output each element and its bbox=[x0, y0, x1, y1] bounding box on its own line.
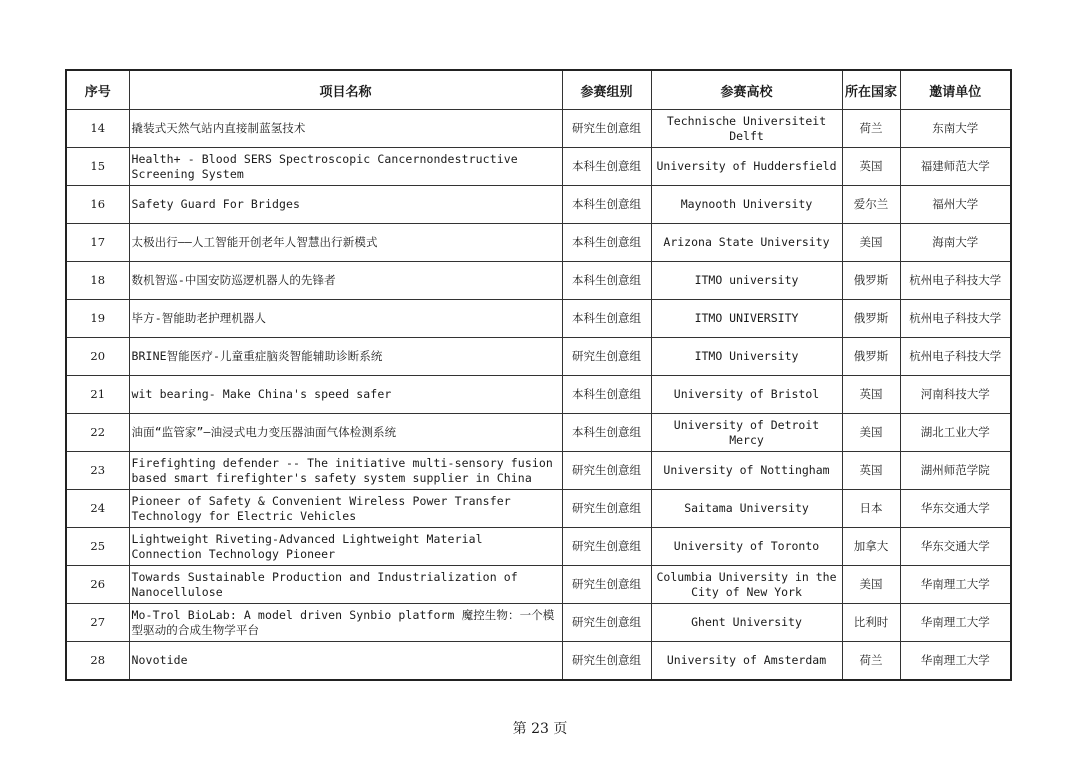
cell-inviter: 杭州电子科技大学 bbox=[900, 300, 1011, 338]
cell-country: 美国 bbox=[842, 224, 900, 262]
cell-project: Safety Guard For Bridges bbox=[129, 186, 562, 224]
table-row bbox=[66, 262, 1011, 300]
cell-inviter: 杭州电子科技大学 bbox=[900, 338, 1011, 376]
table-header-row bbox=[66, 70, 1011, 110]
page-number: 第 23 页 bbox=[512, 721, 568, 737]
cell-project: Towards Sustainable Production and Industrialization of Nanocellulose bbox=[129, 566, 562, 604]
cell-inviter: 福建师范大学 bbox=[900, 148, 1011, 186]
cell-country: 比利时 bbox=[842, 604, 900, 642]
cell-university: Maynooth University bbox=[651, 186, 842, 224]
cell-num: 21 bbox=[66, 376, 129, 414]
cell-university: ITMO UNIVERSITY bbox=[651, 300, 842, 338]
cell-num: 27 bbox=[66, 604, 129, 642]
cell-country: 英国 bbox=[842, 452, 900, 490]
cell-project: wit bearing- Make China's speed safer bbox=[129, 376, 562, 414]
cell-num: 24 bbox=[66, 490, 129, 528]
cell-inviter: 华东交通大学 bbox=[900, 528, 1011, 566]
cell-group: 本科生创意组 bbox=[562, 148, 651, 186]
cell-country: 俄罗斯 bbox=[842, 262, 900, 300]
cell-project: 毕方-智能助老护理机器人 bbox=[129, 300, 562, 338]
cell-country: 英国 bbox=[842, 148, 900, 186]
cell-group: 研究生创意组 bbox=[562, 604, 651, 642]
cell-inviter: 湖北工业大学 bbox=[900, 414, 1011, 452]
cell-country: 加拿大 bbox=[842, 528, 900, 566]
header-group: 参赛组别 bbox=[562, 70, 651, 110]
cell-num: 19 bbox=[66, 300, 129, 338]
cell-project: 油面“监管家”—油浸式电力变压器油面气体检测系统 bbox=[129, 414, 562, 452]
cell-group: 本科生创意组 bbox=[562, 186, 651, 224]
cell-num: 25 bbox=[66, 528, 129, 566]
cell-inviter: 海南大学 bbox=[900, 224, 1011, 262]
table-row bbox=[66, 186, 1011, 224]
cell-group: 研究生创意组 bbox=[562, 566, 651, 604]
cell-country: 英国 bbox=[842, 376, 900, 414]
cell-inviter: 华南理工大学 bbox=[900, 642, 1011, 681]
cell-inviter: 华东交通大学 bbox=[900, 490, 1011, 528]
cell-university: Saitama University bbox=[651, 490, 842, 528]
cell-project: BRINE智能医疗-儿童重症脑炎智能辅助诊断系统 bbox=[129, 338, 562, 376]
cell-university: University of Amsterdam bbox=[651, 642, 842, 681]
header-inviter: 邀请单位 bbox=[900, 70, 1011, 110]
cell-university: University of Bristol bbox=[651, 376, 842, 414]
cell-university: Columbia University in the City of New York bbox=[651, 566, 842, 604]
cell-num: 17 bbox=[66, 224, 129, 262]
cell-num: 20 bbox=[66, 338, 129, 376]
cell-university: University of Huddersfield bbox=[651, 148, 842, 186]
table-row bbox=[66, 376, 1011, 414]
cell-group: 研究生创意组 bbox=[562, 452, 651, 490]
cell-university: University of Nottingham bbox=[651, 452, 842, 490]
cell-country: 荷兰 bbox=[842, 110, 900, 148]
cell-country: 爱尔兰 bbox=[842, 186, 900, 224]
table-row bbox=[66, 224, 1011, 262]
cell-group: 本科生创意组 bbox=[562, 414, 651, 452]
cell-num: 14 bbox=[66, 110, 129, 148]
cell-num: 16 bbox=[66, 186, 129, 224]
cell-num: 15 bbox=[66, 148, 129, 186]
cell-group: 研究生创意组 bbox=[562, 528, 651, 566]
table-row bbox=[66, 642, 1011, 681]
cell-project: Pioneer of Safety & Convenient Wireless Power Transfer Technology for Electric Vehicles bbox=[129, 490, 562, 528]
header-project: 项目名称 bbox=[129, 70, 562, 110]
participants-table bbox=[65, 69, 1012, 681]
cell-country: 俄罗斯 bbox=[842, 300, 900, 338]
cell-project: 撬装式天然气站内直接制蓝氢技术 bbox=[129, 110, 562, 148]
cell-project: Lightweight Riveting-Advanced Lightweight Material Connection Technology Pioneer bbox=[129, 528, 562, 566]
cell-inviter: 湖州师范学院 bbox=[900, 452, 1011, 490]
table-row bbox=[66, 338, 1011, 376]
cell-university: Ghent University bbox=[651, 604, 842, 642]
cell-group: 研究生创意组 bbox=[562, 490, 651, 528]
table-row bbox=[66, 414, 1011, 452]
cell-inviter: 华南理工大学 bbox=[900, 566, 1011, 604]
cell-country: 荷兰 bbox=[842, 642, 900, 681]
cell-num: 18 bbox=[66, 262, 129, 300]
cell-university: University of Detroit Mercy bbox=[651, 414, 842, 452]
header-num: 序号 bbox=[66, 70, 129, 110]
cell-inviter: 河南科技大学 bbox=[900, 376, 1011, 414]
cell-num: 23 bbox=[66, 452, 129, 490]
cell-project: Mo-Trol BioLab: A model driven Synbio platform 魔控生物：一个模型驱动的合成生物学平台 bbox=[129, 604, 562, 642]
cell-university: ITMO university bbox=[651, 262, 842, 300]
header-country: 所在国家 bbox=[842, 70, 900, 110]
table-row bbox=[66, 300, 1011, 338]
table-row bbox=[66, 452, 1011, 490]
table-row bbox=[66, 566, 1011, 604]
cell-university: ITMO University bbox=[651, 338, 842, 376]
cell-university: Arizona State University bbox=[651, 224, 842, 262]
cell-project: 太极出行——人工智能开创老年人智慧出行新模式 bbox=[129, 224, 562, 262]
cell-country: 俄罗斯 bbox=[842, 338, 900, 376]
table-row bbox=[66, 528, 1011, 566]
cell-project: Novotide bbox=[129, 642, 562, 681]
table-row bbox=[66, 490, 1011, 528]
header-university: 参赛高校 bbox=[651, 70, 842, 110]
cell-inviter: 福州大学 bbox=[900, 186, 1011, 224]
cell-inviter: 杭州电子科技大学 bbox=[900, 262, 1011, 300]
cell-group: 研究生创意组 bbox=[562, 642, 651, 681]
table-row bbox=[66, 604, 1011, 642]
cell-group: 本科生创意组 bbox=[562, 300, 651, 338]
table-row bbox=[66, 110, 1011, 148]
cell-num: 26 bbox=[66, 566, 129, 604]
cell-inviter: 东南大学 bbox=[900, 110, 1011, 148]
cell-group: 研究生创意组 bbox=[562, 338, 651, 376]
cell-country: 美国 bbox=[842, 566, 900, 604]
cell-university: University of Toronto bbox=[651, 528, 842, 566]
cell-group: 研究生创意组 bbox=[562, 110, 651, 148]
cell-country: 美国 bbox=[842, 414, 900, 452]
cell-group: 本科生创意组 bbox=[562, 376, 651, 414]
cell-inviter: 华南理工大学 bbox=[900, 604, 1011, 642]
cell-project: Health+ - Blood SERS Spectroscopic Cancernondestructive Screening System bbox=[129, 148, 562, 186]
cell-group: 本科生创意组 bbox=[562, 224, 651, 262]
cell-num: 28 bbox=[66, 642, 129, 681]
table-body bbox=[66, 110, 1011, 681]
cell-group: 本科生创意组 bbox=[562, 262, 651, 300]
cell-country: 日本 bbox=[842, 490, 900, 528]
cell-num: 22 bbox=[66, 414, 129, 452]
table-row bbox=[66, 148, 1011, 186]
cell-project: Firefighting defender -- The initiative multi-sensory fusion based smart firefighter's safety system supplier in China bbox=[129, 452, 562, 490]
cell-university: Technische Universiteit Delft bbox=[651, 110, 842, 148]
cell-project: 数机智巡-中国安防巡逻机器人的先锋者 bbox=[129, 262, 562, 300]
